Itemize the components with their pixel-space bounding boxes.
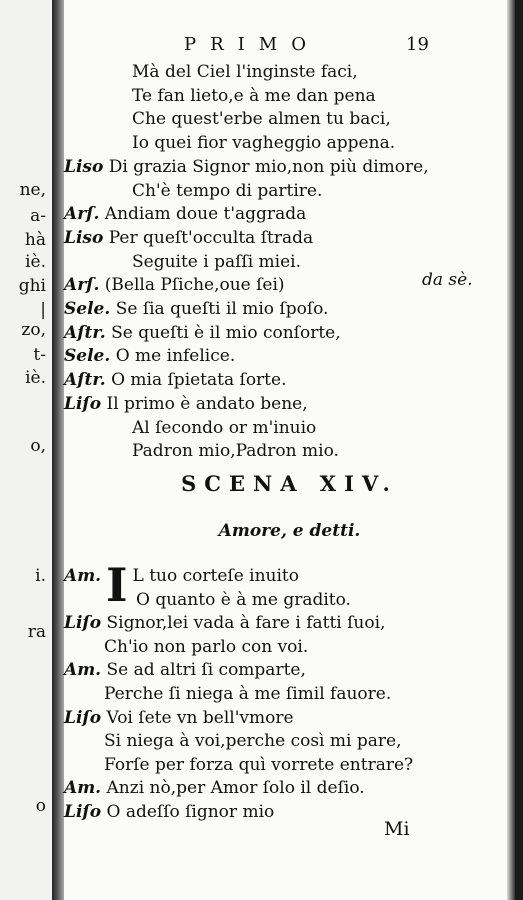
speaker-name: Liſo (64, 393, 102, 414)
scene-characters: Amore, e detti. (218, 521, 361, 541)
verse-line (132, 62, 358, 82)
speaker-name: Arſ. (64, 275, 100, 296)
line-text: O adeſſo ſignor mio (106, 802, 275, 822)
previous-page-fragment: iè. (25, 368, 46, 388)
line-text: Si niega à voi,perche così mi pare, (104, 731, 402, 752)
verse-line (64, 157, 429, 177)
verse-line (132, 252, 301, 272)
verse-line (64, 346, 235, 366)
line-text: Seguite i paſſi miei. (132, 251, 302, 272)
book-page (64, 0, 515, 900)
stage-direction-aside: da sè. (422, 270, 473, 290)
verse-line (64, 275, 285, 295)
verse-line (64, 566, 299, 586)
line-text: Ch'io non parlo con voi. (104, 636, 309, 657)
verse-line (64, 323, 341, 343)
verse-line (64, 613, 385, 633)
line-text: Voi ſete vn bell'vmore (106, 707, 294, 728)
verse-line (132, 109, 391, 129)
speaker-name: Liso (64, 156, 104, 177)
line-text: Ch'è tempo di partire. (132, 180, 323, 201)
verse-line (64, 708, 294, 728)
previous-page-fragment: i. (35, 566, 46, 586)
line-text: Signor,lei vada à fare i fatti ſuoi, (106, 613, 386, 634)
previous-page-edge (0, 0, 52, 900)
line-text: O mia ſpietata ſorte. (111, 370, 287, 391)
previous-page-fragment: | (40, 300, 46, 320)
previous-page-fragment: t- (33, 345, 46, 365)
drop-cap: I (106, 558, 128, 612)
line-text: Se queſti è il mio conſorte, (111, 322, 341, 343)
line-text: Te fan lieto,e à me dan pena (132, 85, 376, 106)
verse-line (104, 731, 401, 751)
verse-line (64, 228, 313, 248)
line-text: Forſe per forza quì vorrete entrare? (104, 754, 414, 775)
speaker-name: Aſtr. (64, 322, 106, 343)
line-text: Che quest'erbe almen tu baci, (132, 109, 391, 130)
previous-page-fragment: ne, (19, 180, 46, 200)
verse-line (132, 441, 339, 461)
verse-line (64, 370, 286, 390)
previous-page-fragment: zo, (21, 320, 46, 340)
page-number: 19 (406, 34, 429, 55)
verse-line (64, 299, 328, 319)
verse-line (136, 590, 351, 610)
previous-page-fragment: ghi (18, 276, 46, 296)
line-text: O me infelice. (115, 346, 236, 367)
line-text: Se ſia queſti il mio ſpoſo. (115, 299, 329, 319)
previous-page-fragment: hà (24, 230, 46, 250)
line-text: O quanto è à me gradito. (136, 589, 351, 610)
line-text: Perche ſi niega à me ſimil fauore. (104, 684, 392, 704)
line-text: Padron mio,Padron mio. (132, 441, 339, 462)
speaker-name: Liſo (64, 613, 102, 634)
book-gutter (52, 0, 64, 900)
speaker-name: Am. (64, 778, 102, 799)
line-text: Mà del Ciel l'inginste faci, (132, 62, 358, 82)
verse-line (104, 755, 413, 775)
verse-line (64, 778, 365, 798)
line-text: Andiam doue t'aggrada (104, 204, 307, 225)
running-title: PRIMO (184, 34, 320, 55)
line-text: L tuo corteſe inuito (132, 566, 299, 586)
page-right-edge (507, 0, 515, 900)
speaker-name: Sele. (64, 346, 111, 367)
speaker-name: Arſ. (64, 204, 100, 225)
verse-line (64, 394, 308, 414)
verse-line (132, 418, 316, 438)
speaker-name: Am. (64, 660, 102, 681)
line-text: (Bella Pſiche,oue ſei) (104, 275, 285, 296)
scene-title: SCENA XIV. (181, 471, 398, 496)
verse-line (64, 802, 274, 822)
line-text: Anzi nò,per Amor ſolo il deſio. (106, 778, 365, 799)
line-text: Di grazia Signor mio,non più dimore, (108, 156, 429, 177)
line-text: Il primo è andato bene, (106, 393, 308, 414)
line-text: Se ad altri ſi comparte, (106, 660, 306, 681)
line-text: Io quei fior vagheggio appena. (132, 133, 396, 154)
previous-page-fragment: a- (30, 206, 46, 226)
speaker-name: Aſtr. (64, 370, 106, 391)
verse-line (132, 86, 376, 106)
catchword: Mi (384, 818, 410, 840)
previous-page-fragment: o (35, 796, 46, 816)
previous-page-fragment: o, (30, 436, 46, 456)
speaker-name: Sele. (64, 299, 111, 319)
verse-line (104, 637, 308, 657)
line-text: Al ſecondo or m'inuio (132, 417, 317, 438)
verse-line (132, 133, 395, 153)
speaker-name: Liſo (64, 802, 102, 822)
speaker-name: Liso (64, 227, 104, 248)
previous-page-fragment: ra (27, 622, 46, 642)
speaker-name: Liſo (64, 707, 102, 728)
verse-line (104, 684, 391, 704)
verse-line (64, 660, 306, 680)
previous-page-fragment: iè. (25, 252, 46, 272)
speaker-name: Am. (64, 566, 102, 586)
verse-line (132, 181, 322, 201)
verse-line (64, 204, 306, 224)
line-text: Per queſt'occulta ſtrada (108, 227, 314, 248)
